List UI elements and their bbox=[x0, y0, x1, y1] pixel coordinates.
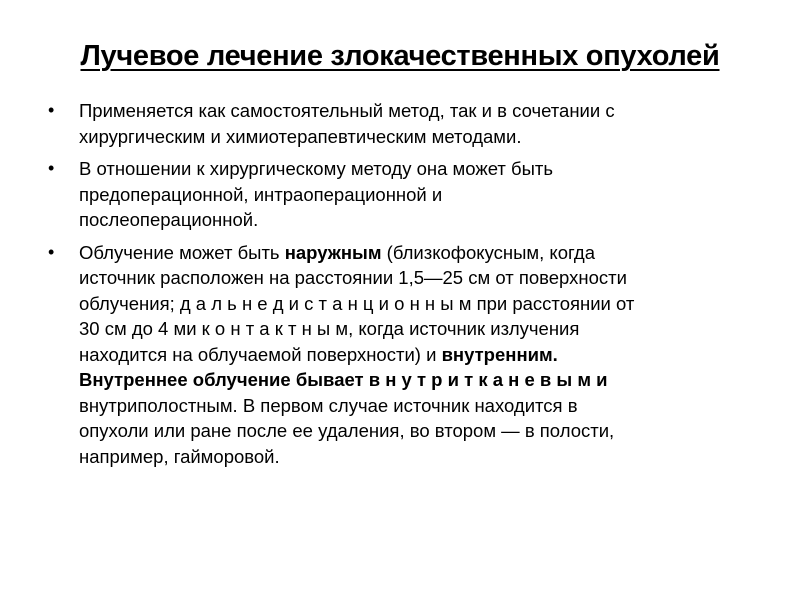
text-segment: например, гайморовой. bbox=[79, 445, 280, 467]
text-segment: 30 см до 4 ми к о н т а к т н ы м, когда источник излучения bbox=[79, 318, 580, 339]
text-segment: предоперационной, интраоперационной и bbox=[79, 183, 443, 205]
bullet-mark: • bbox=[48, 100, 55, 120]
bullet-line bbox=[79, 316, 748, 342]
bullet-line bbox=[79, 156, 748, 182]
bold-text: Внутреннее облучение бывает в н у т р и т к а н е в ы м и bbox=[79, 369, 608, 390]
text-segment: находится на облучаемой поверхности) и bbox=[79, 343, 442, 365]
bullet-line bbox=[79, 393, 748, 419]
slide-title: Лучевое лечение злокачественных опухолей bbox=[80, 40, 720, 72]
text-segment: внутриполостным. В первом случае источник находится в bbox=[79, 394, 578, 416]
bullet-line bbox=[79, 98, 748, 124]
text-segment: Облучение может быть bbox=[79, 241, 285, 263]
text-segment: (близкофокусным, когда bbox=[381, 241, 596, 263]
bullet-line bbox=[79, 342, 748, 368]
bullet-line bbox=[79, 265, 748, 291]
text-segment: Применяется как самостоятельный метод, так и в сочетании с bbox=[79, 100, 615, 121]
bullet-line bbox=[79, 182, 748, 208]
text-segment: опухоли или ране после ее удаления, во втором — в полости, bbox=[79, 420, 615, 441]
bullet-line bbox=[79, 207, 748, 233]
bullet-line bbox=[79, 124, 748, 150]
bullet-line bbox=[79, 240, 748, 266]
bullet-line bbox=[79, 418, 748, 444]
bold-text: внутренним. bbox=[441, 343, 558, 365]
bullet-item bbox=[48, 156, 748, 233]
bullet-item bbox=[48, 98, 748, 149]
text-segment: В отношении к хирургическому методу она может быть bbox=[79, 158, 554, 179]
text-segment: источник расположен на расстоянии 1,5—25 см от поверхности bbox=[79, 267, 627, 288]
bullet-list bbox=[48, 98, 748, 476]
bullet-mark: • bbox=[48, 241, 55, 262]
bullet-line bbox=[79, 444, 748, 470]
text-segment: хирургическим и химиотерапевтическим методами. bbox=[79, 125, 522, 147]
bullet-line bbox=[79, 291, 748, 317]
bullet-item bbox=[48, 240, 748, 470]
text-segment: послеоперационной. bbox=[79, 209, 259, 230]
bold-text: наружным bbox=[284, 241, 382, 263]
text-segment: облучения; д а л ь н е д и с т а н ц и о н н ы м при расстоянии от bbox=[79, 292, 635, 314]
bullet-line bbox=[79, 367, 748, 393]
bullet-mark: • bbox=[48, 158, 55, 178]
